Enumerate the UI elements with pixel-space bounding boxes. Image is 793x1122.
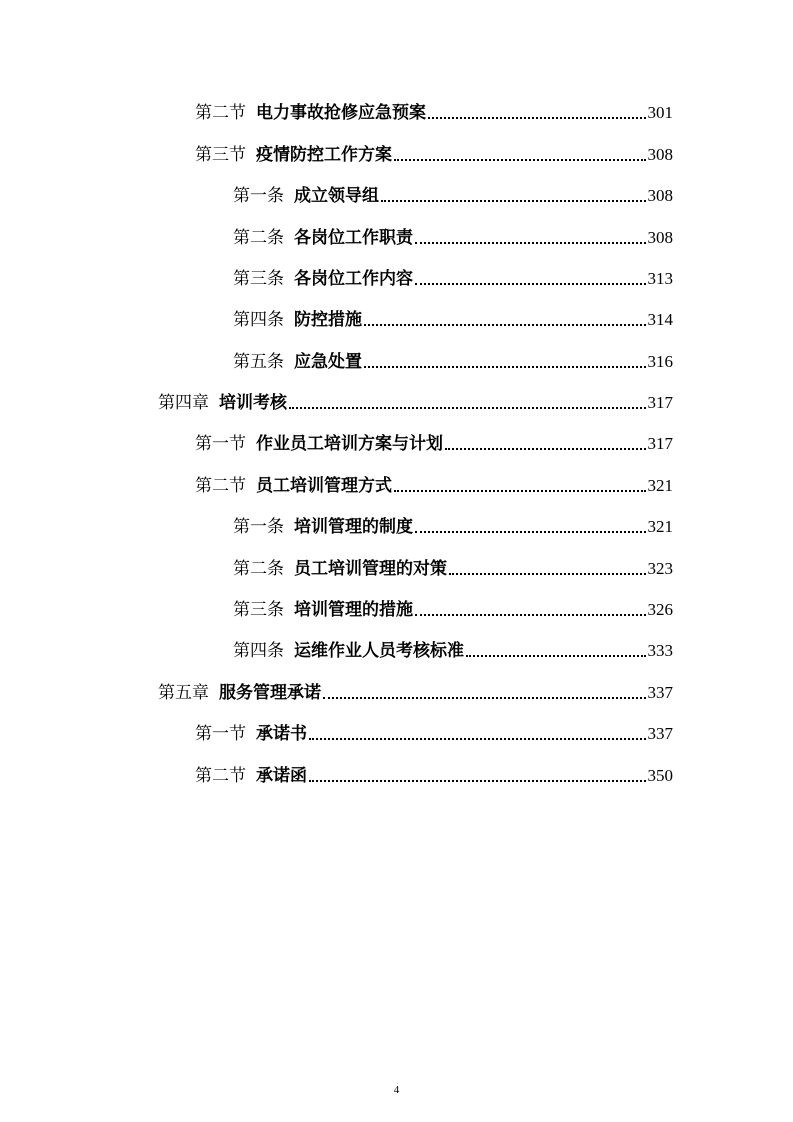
toc-entry-page: 313 [647, 269, 673, 288]
dot-leader [415, 614, 646, 616]
toc-entry-page: 337 [647, 683, 673, 702]
dot-leader [445, 448, 646, 450]
toc-entry-page: 321 [647, 517, 673, 536]
toc-entry-title: 培训管理的措施 [294, 600, 413, 620]
toc-entry[interactable] [195, 135, 673, 165]
toc-entry-page: 350 [647, 766, 673, 785]
toc-entry[interactable] [233, 507, 673, 537]
toc-entry[interactable] [195, 466, 673, 496]
toc-entry-label: 第五章 [158, 683, 209, 703]
toc-entry-label: 第二节 [195, 766, 246, 786]
toc-entry-label: 第二节 [195, 476, 246, 496]
dot-leader [394, 490, 646, 492]
toc-entry-page: 316 [647, 352, 673, 371]
dot-leader [415, 531, 646, 533]
toc-entry-label: 第一条 [233, 517, 284, 537]
toc-entry-page: 301 [647, 103, 673, 122]
dot-leader [415, 242, 646, 244]
toc-entry-label: 第一条 [233, 186, 284, 206]
toc-entry-title: 承诺函 [256, 766, 307, 786]
toc-entry-label: 第一节 [195, 724, 246, 744]
toc-entry[interactable] [233, 342, 673, 372]
toc-entry-label: 第三节 [195, 145, 246, 165]
toc-entry[interactable] [195, 756, 673, 786]
toc-entry-page: 317 [647, 393, 673, 412]
dot-leader [394, 159, 646, 161]
toc-entry-label: 第三条 [233, 600, 284, 620]
dot-leader [289, 407, 646, 409]
toc-entry[interactable] [195, 93, 673, 123]
toc-entry[interactable] [233, 218, 673, 248]
toc-entry[interactable] [233, 590, 673, 620]
toc-entry-title: 员工培训管理的对策 [294, 559, 447, 579]
toc-entry-title: 运维作业人员考核标准 [294, 641, 464, 661]
toc-entry[interactable] [233, 549, 673, 579]
toc-entry-page: 308 [647, 145, 673, 164]
dot-leader [428, 117, 646, 119]
toc-entry-label: 第四章 [158, 393, 209, 413]
toc-entry[interactable] [233, 176, 673, 206]
toc-entry[interactable] [158, 383, 673, 413]
toc-entry-title: 作业员工培训方案与计划 [256, 434, 443, 454]
toc-entry-label: 第一节 [195, 434, 246, 454]
toc-entry-page: 323 [647, 559, 673, 578]
toc-entry-page: 317 [647, 434, 673, 453]
toc-entry-page: 326 [647, 600, 673, 619]
toc-entry-label: 第五条 [233, 352, 284, 372]
toc-entry-page: 321 [647, 476, 673, 495]
dot-leader [466, 655, 646, 657]
dot-leader [381, 200, 646, 202]
toc-entry-title: 成立领导组 [294, 186, 379, 206]
toc-entry-title: 培训考核 [219, 393, 287, 413]
toc-entry-label: 第四条 [233, 310, 284, 330]
toc-entry-label: 第二条 [233, 228, 284, 248]
dot-leader [309, 738, 646, 740]
toc-entry-page: 333 [647, 641, 673, 660]
dot-leader [364, 366, 646, 368]
toc-entry-page: 337 [647, 724, 673, 743]
toc-entry[interactable] [233, 300, 673, 330]
dot-leader [323, 697, 646, 699]
toc-entry-title: 防控措施 [294, 310, 362, 330]
toc-entry-title: 疫情防控工作方案 [256, 145, 392, 165]
toc-entry-label: 第三条 [233, 269, 284, 289]
toc-entry-page: 308 [647, 186, 673, 205]
dot-leader [415, 283, 646, 285]
toc-entry-label: 第二条 [233, 559, 284, 579]
toc-entry-title: 培训管理的制度 [294, 517, 413, 537]
dot-leader [364, 324, 646, 326]
toc-entry-title: 各岗位工作内容 [294, 269, 413, 289]
toc-entry[interactable] [233, 631, 673, 661]
toc-entry[interactable] [158, 673, 673, 703]
toc-entry-title: 各岗位工作职责 [294, 228, 413, 248]
toc-entry[interactable] [195, 424, 673, 454]
toc-entry-title: 服务管理承诺 [219, 683, 321, 703]
toc-entry-title: 电力事故抢修应急预案 [256, 103, 426, 123]
toc-entry-page: 308 [647, 228, 673, 247]
toc-entry-title: 承诺书 [256, 724, 307, 744]
page-number: 4 [393, 1084, 400, 1096]
toc-entry[interactable] [233, 259, 673, 289]
toc-entry[interactable] [195, 714, 673, 744]
toc-entry-label: 第四条 [233, 641, 284, 661]
dot-leader [309, 780, 646, 782]
toc-entry-title: 员工培训管理方式 [256, 476, 392, 496]
toc-entry-label: 第二节 [195, 103, 246, 123]
dot-leader [449, 573, 646, 575]
toc-entry-page: 314 [647, 310, 673, 329]
toc-entry-title: 应急处置 [294, 352, 362, 372]
